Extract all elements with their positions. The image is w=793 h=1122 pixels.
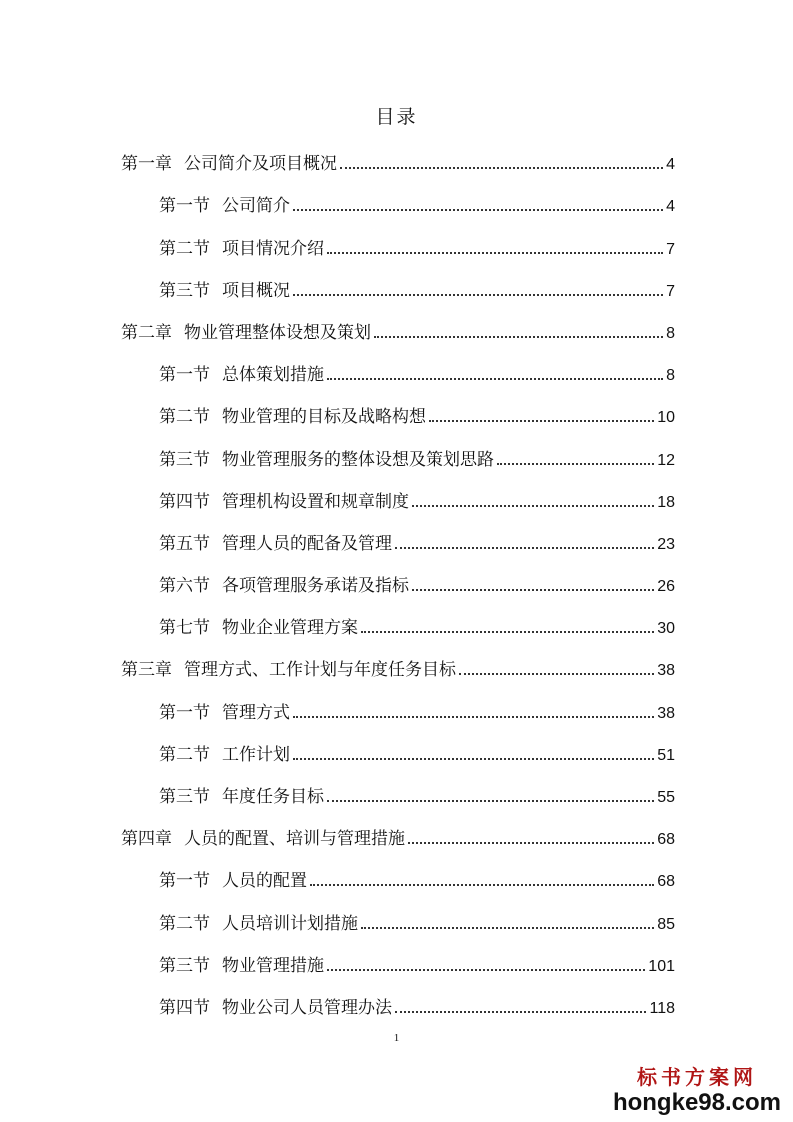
toc-dot-leader [327,800,654,802]
toc-entry-label [159,866,307,891]
toc-entry-page: 10 [657,409,675,427]
toc-entry-title: 管理方式、工作计划与年度任务目标 [184,660,456,681]
toc-dot-leader [408,842,654,844]
toc-entry-title: 物业管理的目标及战略构想 [222,407,426,428]
toc-entry-page: 68 [657,873,675,891]
toc-entry-number: 第二节 [159,238,210,259]
toc-entry-page: 8 [666,324,675,342]
toc-section-entry[interactable] [121,984,675,1026]
toc-entry-label [159,234,324,259]
toc-entry-label [159,698,290,723]
toc-section-entry[interactable] [121,688,675,730]
toc-entry-page: 7 [666,282,675,300]
toc-dot-leader [327,378,663,380]
toc-entry-number: 第一节 [159,365,210,386]
toc-entry-page: 30 [657,620,675,638]
toc-entry-label [159,402,426,427]
toc-entry-page: 38 [657,704,675,722]
toc-entry-title: 工作计划 [222,744,290,765]
toc-entry-title: 物业公司人员管理办法 [222,997,392,1018]
toc-section-entry[interactable] [121,182,675,224]
toc-section-entry[interactable] [121,604,675,646]
toc-entry-title: 物业管理服务的整体设想及策划思路 [222,449,494,470]
toc-entry-label [159,613,358,638]
toc-entry-number: 第二章 [121,322,172,343]
toc-dot-leader [395,1011,646,1013]
toc-entry-page: 51 [657,746,675,764]
toc-entry-number: 第四章 [121,829,172,850]
watermark-site-text: hongke98.com [612,1089,781,1116]
toc-entry-label [159,951,324,976]
toc-dot-leader [412,505,654,507]
toc-section-entry[interactable] [121,857,675,899]
toc-entry-label [159,487,409,512]
toc-entry-label [159,782,324,807]
toc-entry-page: 4 [666,156,675,174]
toc-dot-leader [293,716,654,718]
toc-dot-leader [429,420,654,422]
toc-entry-number: 第一节 [159,702,210,723]
toc-dot-leader [293,209,663,211]
toc-entry-number: 第二节 [159,744,210,765]
toc-entry-page: 55 [657,789,675,806]
toc-entry-number: 第三章 [121,660,172,681]
toc-dot-leader [327,969,645,971]
toc-entry-title: 项目概况 [222,280,290,301]
toc-section-entry[interactable] [121,435,675,477]
toc-section-entry[interactable] [121,562,675,604]
toc-dot-leader [340,167,663,169]
toc-entry-page: 23 [657,535,675,553]
toc-entry-title: 年度任务目标 [222,787,324,807]
toc-entry-title: 物业管理整体设想及策划 [184,322,371,343]
toc-entry-label [121,149,337,174]
toc-entry-label [121,824,405,849]
toc-entry-number: 第二节 [159,913,210,934]
toc-entry-title: 人员培训计划措施 [222,913,358,934]
toc-entry-label [159,360,324,385]
toc-entry-title: 公司简介及项目概况 [184,154,337,175]
toc-dot-leader [395,547,654,549]
toc-entry-number: 第六节 [159,576,210,597]
toc-entry-label [121,655,456,680]
toc-dot-leader [327,252,663,254]
toc-entry-number: 第三节 [159,787,210,807]
toc-entry-title: 管理机构设置和规章制度 [222,491,409,512]
toc-entry-label [121,318,371,343]
toc-entry-label [159,571,409,596]
toc-entry-number: 第一章 [121,154,172,175]
toc-section-entry[interactable] [121,773,675,815]
toc-entry-number: 第一节 [159,871,210,892]
toc-entry-title: 公司简介 [222,196,290,217]
toc-entry-page: 118 [649,999,675,1017]
toc-dot-leader [361,927,654,929]
toc-dot-leader [459,673,654,675]
toc-entry-number: 第七节 [159,618,210,639]
toc-dot-leader [361,631,654,633]
toc-entry-title: 物业管理措施 [222,955,324,976]
toc-entry-page: 8 [666,367,675,385]
toc-entry-label [159,191,290,216]
watermark-logo [613,1061,781,1116]
toc-entry-page: 4 [666,198,675,216]
toc-entry-number: 第三节 [159,280,210,301]
toc-section-entry[interactable] [121,267,675,309]
toc-entry-label [159,740,290,765]
toc-dot-leader [293,758,654,760]
toc-entry-page: 18 [657,493,675,511]
page-number: 1 [393,1032,400,1044]
toc-entry-title: 物业企业管理方案 [222,618,358,639]
table-of-contents [121,140,675,1026]
toc-entry-title: 总体策划措施 [222,365,324,386]
toc-entry-number: 第三节 [159,955,210,976]
toc-dot-leader [310,884,654,886]
toc-chapter-entry[interactable] [121,646,675,688]
toc-entry-number: 第三节 [159,449,210,470]
toc-dot-leader [412,589,654,591]
watermark-cn-text: 标书方案网 [636,1065,757,1089]
toc-section-entry[interactable] [121,731,675,773]
toc-entry-page: 26 [657,578,675,596]
toc-section-entry[interactable] [121,942,675,984]
toc-chapter-entry[interactable] [121,140,675,182]
toc-dot-leader [293,294,663,296]
toc-entry-number: 第四节 [159,491,210,512]
toc-section-entry[interactable] [121,224,675,266]
toc-entry-label [159,909,358,934]
toc-dot-leader [374,336,663,338]
toc-entry-page: 101 [648,957,675,975]
toc-entry-title: 项目情况介绍 [222,238,324,259]
toc-entry-label [159,529,392,554]
toc-entry-title: 人员的配置 [222,871,307,892]
toc-entry-number: 第五节 [159,533,210,554]
toc-entry-title: 人员的配置、培训与管理措施 [184,829,405,850]
toc-chapter-entry[interactable] [121,309,675,351]
toc-entry-label [159,445,494,470]
toc-entry-label [159,993,392,1018]
toc-chapter-entry[interactable] [121,815,675,857]
toc-title: 目录 [375,106,418,128]
toc-entry-title: 各项管理服务承诺及指标 [222,576,409,597]
toc-entry-page: 85 [657,915,675,933]
toc-entry-number: 第四节 [159,997,210,1018]
toc-section-entry[interactable] [121,899,675,941]
toc-section-entry[interactable] [121,478,675,520]
toc-section-entry[interactable] [121,351,675,393]
toc-entry-number: 第一节 [159,196,210,217]
toc-entry-title: 管理方式 [222,702,290,723]
toc-entry-page: 38 [657,662,675,680]
toc-entry-page: 12 [657,451,675,469]
toc-entry-page: 68 [657,831,675,849]
toc-entry-number: 第二节 [159,407,210,428]
toc-section-entry[interactable] [121,520,675,562]
toc-entry-label [159,276,290,301]
toc-dot-leader [497,463,654,465]
toc-entry-title: 管理人员的配备及管理 [222,533,392,554]
toc-section-entry[interactable] [121,393,675,435]
toc-entry-page: 7 [666,240,675,258]
